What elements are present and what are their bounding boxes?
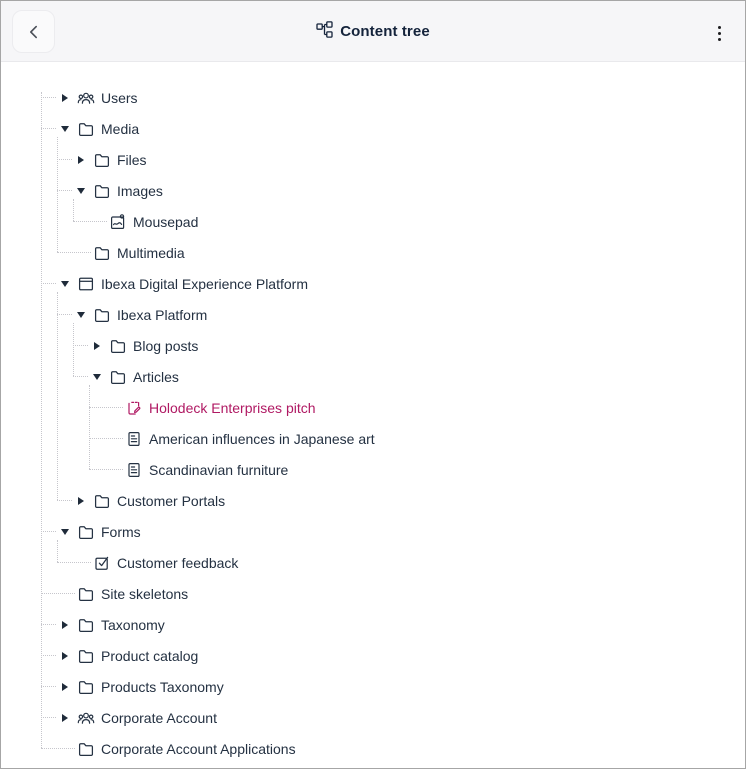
folder-icon <box>77 647 95 665</box>
expand-toggle[interactable] <box>57 679 73 695</box>
tree-item-ibexa-platform[interactable] <box>1 299 745 330</box>
tree-rows <box>1 82 745 764</box>
folder-icon <box>77 120 95 138</box>
toggle-spacer <box>105 431 121 447</box>
tree-item-product-catalog[interactable] <box>1 640 745 671</box>
toggle-spacer <box>73 245 89 261</box>
tree-item-label: Product catalog <box>101 647 199 664</box>
folder-icon <box>77 678 95 696</box>
tree-item-label: Taxonomy <box>101 616 165 633</box>
tree-item-label: Corporate Account Applications <box>101 740 296 757</box>
toggle-spacer <box>57 586 73 602</box>
tree-item-label: Products Taxonomy <box>101 678 224 695</box>
tree-item-label: Blog posts <box>133 337 199 354</box>
collapse-toggle[interactable] <box>89 369 105 385</box>
expand-toggle[interactable] <box>57 648 73 664</box>
tree-item-label: Forms <box>101 523 141 540</box>
form-icon <box>93 554 111 572</box>
draft-icon <box>125 399 143 417</box>
expand-toggle[interactable] <box>57 617 73 633</box>
tree-item-multimedia[interactable] <box>1 237 745 268</box>
tree-item-ibexa-digital-experience-platform[interactable] <box>1 268 745 299</box>
folder-icon <box>93 182 111 200</box>
folder-icon <box>109 337 127 355</box>
expand-toggle[interactable] <box>89 338 105 354</box>
folder-icon <box>109 368 127 386</box>
tree-item-corporate-account[interactable] <box>1 702 745 733</box>
tree-item-forms[interactable] <box>1 516 745 547</box>
tree-item-label: Mousepad <box>133 213 199 230</box>
tree-item-customer-portals[interactable] <box>1 485 745 516</box>
collapse-toggle[interactable] <box>57 276 73 292</box>
kebab-menu-button[interactable] <box>709 22 729 44</box>
tree-item-label: Scandinavian furniture <box>149 461 289 478</box>
back-button[interactable] <box>12 10 55 53</box>
tree-item-label: Files <box>117 151 147 168</box>
toggle-spacer <box>105 462 121 478</box>
folder-icon <box>93 306 111 324</box>
panel-title-wrap <box>1 1 745 62</box>
article-icon <box>125 430 143 448</box>
collapse-toggle[interactable] <box>57 524 73 540</box>
toggle-spacer <box>89 214 105 230</box>
folder-icon <box>77 585 95 603</box>
tree-item-mousepad[interactable] <box>1 206 745 237</box>
users-icon <box>77 89 95 107</box>
panel-title: Content tree <box>340 23 430 40</box>
expand-toggle[interactable] <box>57 710 73 726</box>
tree-item-articles[interactable] <box>1 361 745 392</box>
article-icon <box>125 461 143 479</box>
collapse-toggle[interactable] <box>73 307 89 323</box>
tree-item-blog-posts[interactable] <box>1 330 745 361</box>
tree-item-users[interactable] <box>1 82 745 113</box>
tree-item-label: Holodeck Enterprises pitch <box>149 399 316 416</box>
tree-item-label: Media <box>101 120 140 137</box>
folder-icon <box>93 244 111 262</box>
tree-item-label: Customer feedback <box>117 554 239 571</box>
content-tree <box>1 82 745 764</box>
tree-item-label: Users <box>101 89 138 106</box>
tree-item-label: Images <box>117 182 163 199</box>
tree-item-images[interactable] <box>1 175 745 206</box>
tree-item-label: Articles <box>133 368 179 385</box>
panel-header <box>1 1 745 62</box>
tree-item-american-influences-in-japanese-art[interactable] <box>1 423 745 454</box>
tree-item-site-skeletons[interactable] <box>1 578 745 609</box>
toggle-spacer <box>73 555 89 571</box>
tree-item-label: Site skeletons <box>101 585 189 602</box>
chevron-left-icon <box>26 24 42 40</box>
folder-icon <box>93 492 111 510</box>
expand-toggle[interactable] <box>73 493 89 509</box>
tree-item-label: Customer Portals <box>117 492 226 509</box>
folder-icon <box>93 151 111 169</box>
tree-item-label: Ibexa Platform <box>117 306 208 323</box>
tree-item-label: Multimedia <box>117 244 185 261</box>
tree-item-customer-feedback[interactable] <box>1 547 745 578</box>
expand-toggle[interactable] <box>73 152 89 168</box>
expand-toggle[interactable] <box>57 90 73 106</box>
toggle-spacer <box>105 400 121 416</box>
tree-item-label: Ibexa Digital Experience Platform <box>101 275 308 292</box>
toggle-spacer <box>57 741 73 757</box>
tree-item-label: American influences in Japanese art <box>149 430 375 447</box>
tree-item-label: Corporate Account <box>101 709 217 726</box>
users-icon <box>77 709 95 727</box>
tree-item-files[interactable] <box>1 144 745 175</box>
tree-item-scandinavian-furniture[interactable] <box>1 454 745 485</box>
tree-item-taxonomy[interactable] <box>1 609 745 640</box>
tree-item-media[interactable] <box>1 113 745 144</box>
tree-item-holodeck-enterprises-pitch[interactable] <box>1 392 745 423</box>
content-tree-icon <box>316 21 333 43</box>
tree-item-corporate-account-applications[interactable] <box>1 733 745 764</box>
folder-icon <box>77 523 95 541</box>
collapse-toggle[interactable] <box>57 121 73 137</box>
collapse-toggle[interactable] <box>73 183 89 199</box>
folder-icon <box>77 740 95 758</box>
tree-item-products-taxonomy[interactable] <box>1 671 745 702</box>
window-icon <box>77 275 95 293</box>
folder-icon <box>77 616 95 634</box>
image-icon <box>109 213 127 231</box>
